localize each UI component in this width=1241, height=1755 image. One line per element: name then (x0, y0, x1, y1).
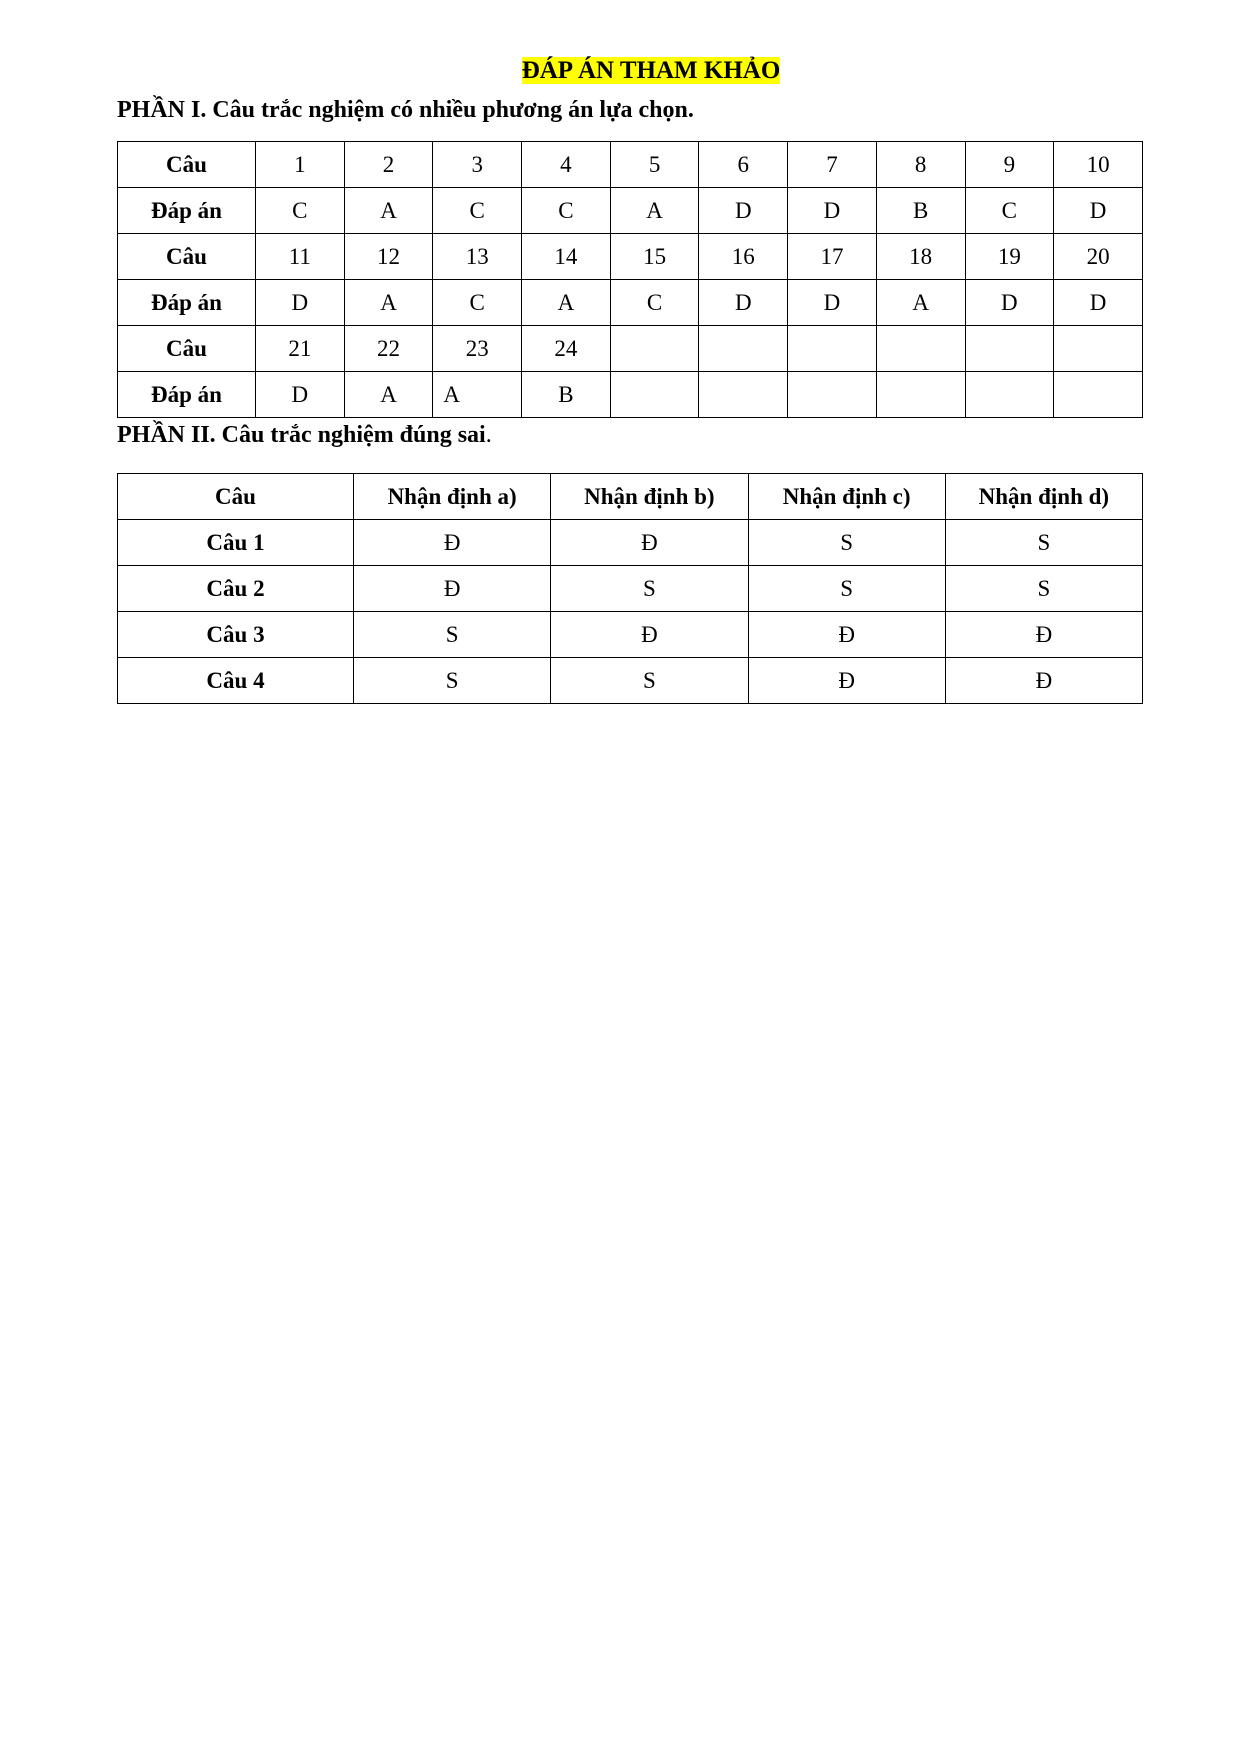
table-header-row (118, 474, 1143, 520)
answer-cell: C (433, 280, 522, 326)
question-number-cell: 13 (433, 234, 522, 280)
column-header: Nhận định c) (748, 474, 945, 520)
row-label: Câu (118, 234, 256, 280)
empty-cell (788, 372, 877, 418)
title-highlight: ĐÁP ÁN THAM KHẢO (521, 57, 781, 84)
answer-cell: A (344, 280, 433, 326)
question-number-cell: 16 (699, 234, 788, 280)
answer-cell: D (1054, 188, 1143, 234)
answer-cell: B (522, 372, 611, 418)
answer-cell: C (256, 188, 345, 234)
table-row (118, 520, 1143, 566)
answer-cell: Đ (354, 566, 551, 612)
answer-cell: Đ (945, 658, 1142, 704)
empty-cell (610, 326, 699, 372)
question-number-cell: 23 (433, 326, 522, 372)
question-number-cell: 3 (433, 142, 522, 188)
column-header: Nhận định d) (945, 474, 1142, 520)
empty-cell (699, 372, 788, 418)
question-number-cell: 5 (610, 142, 699, 188)
document-title (0, 56, 1241, 86)
question-number-cell: 24 (522, 326, 611, 372)
table-row (118, 188, 1143, 234)
answer-cell: A (610, 188, 699, 234)
answer-cell: A (344, 188, 433, 234)
empty-cell (1054, 372, 1143, 418)
part2-heading-text: PHẦN II. Câu trắc nghiệm đúng sai (117, 422, 486, 448)
row-label: Đáp án (118, 280, 256, 326)
answer-cell: S (748, 520, 945, 566)
row-label: Đáp án (118, 372, 256, 418)
row-label: Câu 2 (118, 566, 354, 612)
question-number-cell: 4 (522, 142, 611, 188)
answer-cell: S (748, 566, 945, 612)
question-number-cell: 11 (256, 234, 345, 280)
answer-cell: S (551, 658, 748, 704)
multiple-choice-answer-table (117, 141, 1143, 418)
answer-cell: S (551, 566, 748, 612)
empty-cell (965, 326, 1054, 372)
question-number-cell: 7 (788, 142, 877, 188)
answer-cell: Đ (748, 658, 945, 704)
answer-cell: D (256, 280, 345, 326)
true-false-answer-table (117, 473, 1143, 704)
column-header: Nhận định b) (551, 474, 748, 520)
table-row (118, 142, 1143, 188)
answer-cell: Đ (748, 612, 945, 658)
answer-cell: A (876, 280, 965, 326)
answer-cell: Đ (945, 612, 1142, 658)
table-row (118, 658, 1143, 704)
answer-cell: A (344, 372, 433, 418)
column-header: Nhận định a) (354, 474, 551, 520)
question-number-cell: 22 (344, 326, 433, 372)
table-row (118, 566, 1143, 612)
answer-cell: S (945, 566, 1142, 612)
empty-cell (1054, 326, 1143, 372)
answer-cell: C (965, 188, 1054, 234)
answer-cell: S (945, 520, 1142, 566)
question-number-cell: 1 (256, 142, 345, 188)
answer-cell: S (354, 658, 551, 704)
question-number-cell: 2 (344, 142, 433, 188)
row-label: Câu 4 (118, 658, 354, 704)
table-row (118, 280, 1143, 326)
empty-cell (699, 326, 788, 372)
answer-cell: B (876, 188, 965, 234)
question-number-cell: 6 (699, 142, 788, 188)
table-row (118, 612, 1143, 658)
answer-cell: C (610, 280, 699, 326)
answer-cell: D (699, 188, 788, 234)
row-label: Câu 1 (118, 520, 354, 566)
answer-cell: D (1054, 280, 1143, 326)
table-row (118, 326, 1143, 372)
question-number-cell: 12 (344, 234, 433, 280)
row-label: Câu 3 (118, 612, 354, 658)
column-header: Câu (118, 474, 354, 520)
question-number-cell: 17 (788, 234, 877, 280)
answer-cell: D (256, 372, 345, 418)
answer-cell: Đ (551, 520, 748, 566)
question-number-cell: 8 (876, 142, 965, 188)
answer-cell: A (433, 372, 522, 418)
empty-cell (788, 326, 877, 372)
part2-heading-tail: . (485, 422, 492, 448)
row-label: Câu (118, 326, 256, 372)
question-number-cell: 15 (610, 234, 699, 280)
row-label: Đáp án (118, 188, 256, 234)
empty-cell (965, 372, 1054, 418)
answer-cell: C (522, 188, 611, 234)
answer-cell: S (354, 612, 551, 658)
part2-heading (117, 420, 492, 450)
table-row (118, 372, 1143, 418)
table-row (118, 234, 1143, 280)
answer-cell: D (788, 280, 877, 326)
empty-cell (876, 326, 965, 372)
question-number-cell: 18 (876, 234, 965, 280)
answer-cell: D (699, 280, 788, 326)
question-number-cell: 21 (256, 326, 345, 372)
row-label: Câu (118, 142, 256, 188)
answer-cell: A (522, 280, 611, 326)
empty-cell (876, 372, 965, 418)
answer-cell: D (965, 280, 1054, 326)
empty-cell (610, 372, 699, 418)
answer-cell: D (788, 188, 877, 234)
question-number-cell: 19 (965, 234, 1054, 280)
answer-cell: Đ (354, 520, 551, 566)
part1-heading: PHẦN I. Câu trắc nghiệm có nhiều phương án lựa chọn. (117, 97, 694, 123)
answer-cell: C (433, 188, 522, 234)
question-number-cell: 20 (1054, 234, 1143, 280)
question-number-cell: 9 (965, 142, 1054, 188)
answer-cell: Đ (551, 612, 748, 658)
question-number-cell: 10 (1054, 142, 1143, 188)
question-number-cell: 14 (522, 234, 611, 280)
